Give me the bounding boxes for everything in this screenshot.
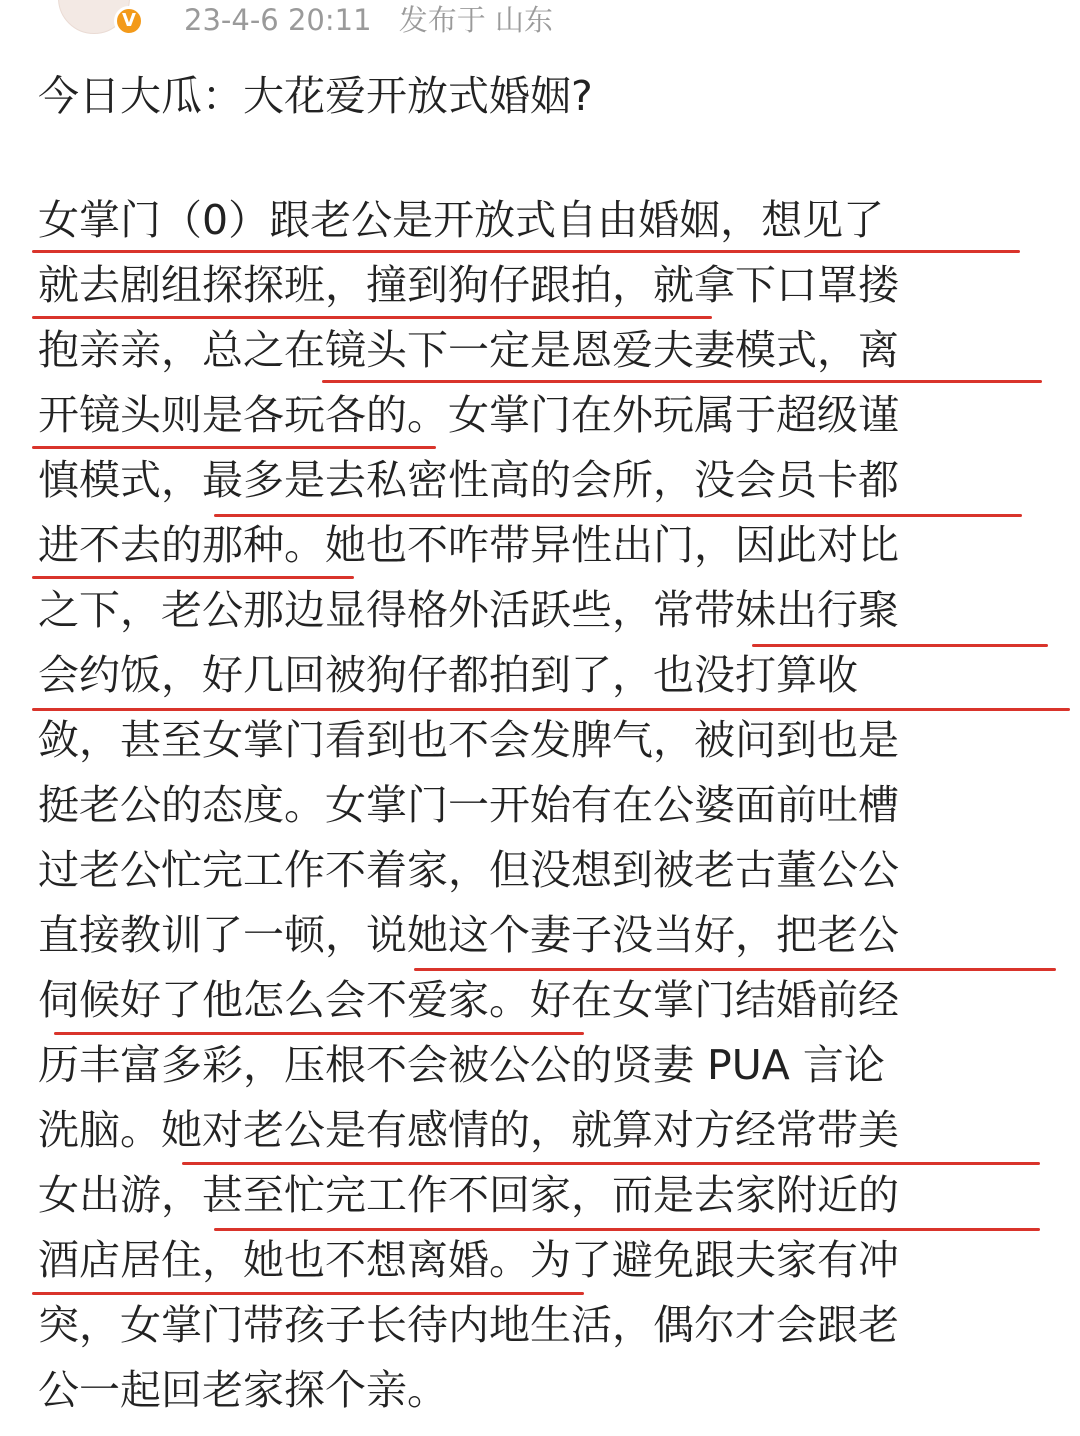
verified-badge-icon: V [114, 6, 144, 36]
body-line: 进不去的那种。她也不咋带异性出门，因此对比 [38, 521, 899, 569]
post-timestamp: 23-4-6 20:11 [184, 3, 372, 37]
highlight-underline [32, 708, 1070, 711]
highlight-underline [214, 514, 1022, 517]
post-header [0, 0, 1080, 40]
highlight-underline [32, 1292, 584, 1295]
body-line: 过老公忙完工作不着家，但没想到被老古董公公 [38, 846, 899, 894]
body-line: 之下，老公那边显得格外活跃些，常带妹出行聚 [38, 586, 899, 634]
body-line: 直接教训了一顿，说她这个妻子没当好，把老公 [38, 911, 899, 959]
highlight-underline [322, 380, 1042, 383]
highlight-underline [32, 316, 712, 319]
body-line: 挺老公的态度。女掌门一开始有在公婆面前吐槽 [38, 781, 899, 829]
body-line: 伺候好了他怎么会不爱家。好在女掌门结婚前经 [38, 976, 899, 1024]
body-line: 女出游，甚至忙完工作不回家，而是去家附近的 [38, 1171, 899, 1219]
highlight-underline [182, 1162, 1040, 1165]
highlight-underline [32, 576, 354, 579]
post-title: 今日大瓜：大花爱开放式婚姻? [38, 72, 593, 120]
highlight-underline [414, 968, 1056, 971]
post-body [38, 188, 1058, 1423]
body-line: 抱亲亲，总之在镜头下一定是恩爱夫妻模式，离 [38, 326, 899, 374]
body-line: 女掌门（0）跟老公是开放式自由婚姻，想见了 [38, 196, 885, 244]
highlight-underline [752, 644, 1048, 647]
body-line: 慎模式，最多是去私密性高的会所，没会员卡都 [38, 456, 899, 504]
body-line: 突，女掌门带孩子长待内地生活，偶尔才会跟老 [38, 1301, 899, 1349]
body-line: 就去剧组探探班，撞到狗仔跟拍，就拿下口罩搂 [38, 261, 899, 309]
highlight-underline [214, 1228, 1040, 1231]
body-line: 敛，甚至女掌门看到也不会发脾气，被问到也是 [38, 716, 899, 764]
body-line: 历丰富多彩，压根不会被公公的贤妻 PUA 言论 [38, 1041, 885, 1089]
body-line: 会约饭，好几回被狗仔都拍到了，也没打算收 [38, 651, 858, 699]
post-meta [184, 0, 571, 39]
body-line: 酒店居住，她也不想离婚。为了避免跟夫家有冲 [38, 1236, 899, 1284]
body-line: 开镜头则是各玩各的。女掌门在外玩属于超级谨 [38, 391, 899, 439]
highlight-underline [32, 250, 1020, 253]
body-line: 公一起回老家探个亲。 [38, 1366, 448, 1414]
highlight-underline [54, 1032, 584, 1035]
body-line: 洗脑。她对老公是有感情的，就算对方经常带美 [38, 1106, 899, 1154]
post-location: 发布于 山东 [398, 3, 553, 37]
highlight-underline [32, 446, 436, 449]
